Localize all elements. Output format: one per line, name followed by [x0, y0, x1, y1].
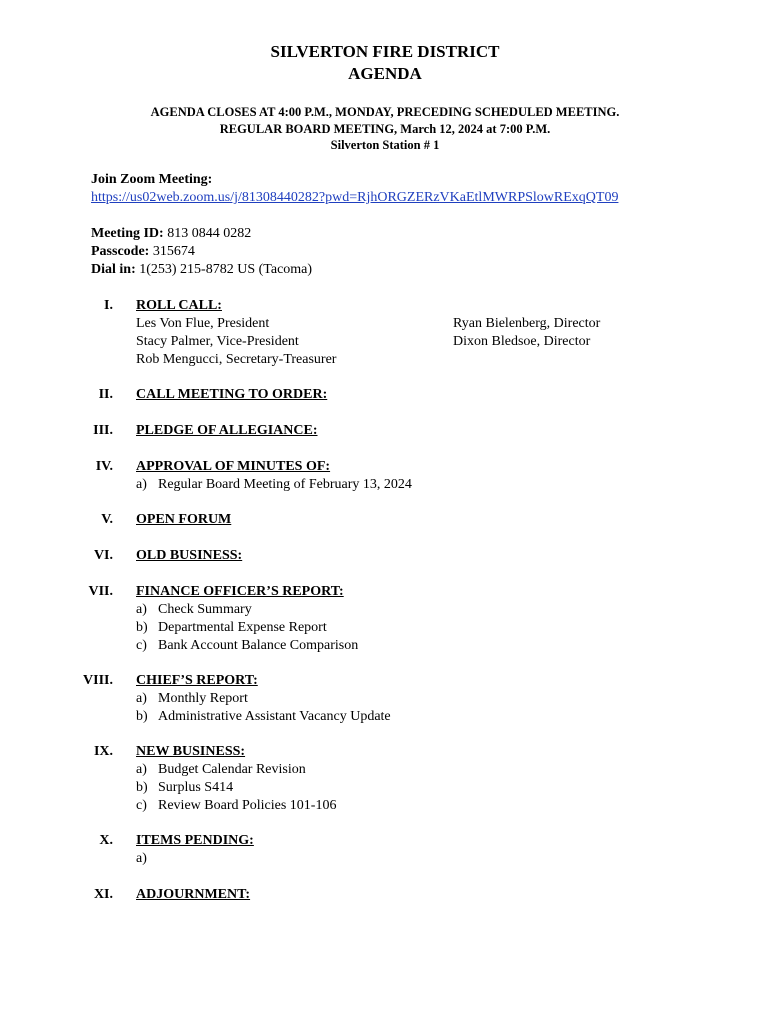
item-label: a) [136, 762, 147, 777]
section-number: VI. [93, 548, 113, 563]
passcode-label: Passcode: [91, 244, 150, 259]
section-number: X. [99, 833, 113, 848]
item-label: a) [136, 477, 147, 492]
roll-call-member: Ryan Bielenberg, Director [453, 316, 601, 331]
section-number: VIII. [83, 673, 113, 688]
item-label: a) [136, 602, 147, 617]
passcode [91, 243, 195, 261]
item-label: a) [136, 691, 147, 706]
section-heading: PLEDGE OF ALLEGIANCE: [136, 423, 318, 438]
section-number: III. [93, 423, 113, 438]
item-text: Administrative Assistant Vacancy Update [158, 709, 391, 724]
item-label: b) [136, 780, 148, 795]
zoom-link[interactable]: https://us02web.zoom.us/j/81308440282?pwd=RjhORGZERzVKaEtlMWRPSlowRExqQT09 [91, 190, 619, 205]
section-heading: ADJOURNMENT: [136, 887, 251, 902]
section-number: XI. [93, 887, 113, 902]
item-text: Departmental Expense Report [158, 620, 327, 635]
item-text: Check Summary [158, 602, 252, 617]
item-label: c) [136, 638, 147, 653]
item-text: Review Board Policies 101-106 [158, 798, 337, 813]
section-heading: ROLL CALL: [136, 298, 222, 313]
passcode-value: 315674 [149, 244, 195, 259]
section-heading: ITEMS PENDING: [136, 833, 254, 848]
meeting-id-label: Meeting ID: [91, 226, 164, 241]
section-heading: FINANCE OFFICER’S REPORT: [136, 584, 344, 599]
section-number: I. [104, 298, 113, 313]
item-label: b) [136, 709, 148, 724]
meeting-id [91, 225, 251, 243]
page-subtitle: AGENDA [348, 64, 422, 83]
section-heading: OPEN FORUM [136, 512, 232, 527]
dial-in-value: 1(253) 215-8782 US (Tacoma) [135, 262, 313, 277]
section-heading: APPROVAL OF MINUTES OF: [136, 459, 331, 474]
meeting-id-value: 813 0844 0282 [163, 226, 252, 241]
section-heading: CALL MEETING TO ORDER: [136, 387, 328, 402]
section-heading: OLD BUSINESS: [136, 548, 243, 563]
section-number: IX. [93, 744, 113, 759]
item-text: Regular Board Meeting of February 13, 2024 [158, 477, 412, 492]
meeting-location: Silverton Station # 1 [330, 138, 440, 152]
section-number: IV. [95, 459, 113, 474]
item-label: b) [136, 620, 148, 635]
roll-call-member: Dixon Bledsoe, Director [453, 334, 591, 349]
item-label: a) [136, 851, 147, 866]
item-text: Monthly Report [158, 691, 248, 706]
section-number: II. [98, 387, 113, 402]
item-text: Budget Calendar Revision [158, 762, 306, 777]
roll-call-member: Stacy Palmer, Vice-President [136, 334, 299, 349]
meeting-datetime: REGULAR BOARD MEETING, March 12, 2024 at 7:00 P.M. [219, 122, 551, 136]
item-text: Surplus S414 [158, 780, 234, 795]
section-heading: NEW BUSINESS: [136, 744, 246, 759]
item-text: Bank Account Balance Comparison [158, 638, 359, 653]
roll-call-member: Les Von Flue, President [136, 316, 270, 331]
section-heading: CHIEF’S REPORT: [136, 673, 258, 688]
item-label: c) [136, 798, 147, 813]
section-number: VII. [88, 584, 113, 599]
section-number: V. [101, 512, 113, 527]
page-title: SILVERTON FIRE DISTRICT [270, 42, 500, 61]
dial-in [91, 261, 312, 279]
roll-call-member: Rob Mengucci, Secretary-Treasurer [136, 352, 337, 367]
zoom-join-label: Join Zoom Meeting: [91, 172, 213, 187]
dial-in-label: Dial in: [91, 262, 136, 277]
agenda-notice: AGENDA CLOSES AT 4:00 P.M., MONDAY, PRECEDING SCHEDULED MEETING. [150, 105, 620, 119]
